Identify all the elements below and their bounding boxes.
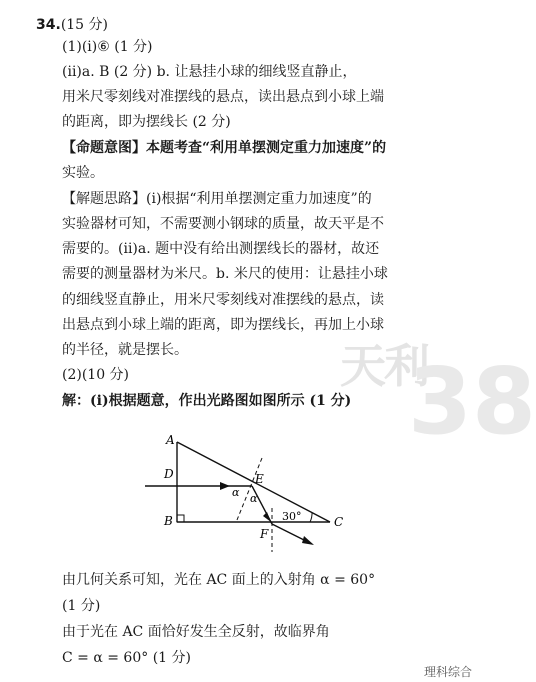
question-score: (15 分) (60, 17, 109, 33)
side-AC (177, 442, 330, 522)
page-footer: 理科综合 (423, 665, 472, 679)
analysis-line-1: 【解题思路】(ⅰ)根据“利用单摆测定重力加速度”的 (62, 191, 372, 207)
label-E: E (255, 472, 264, 486)
answer-line-1: (1)(ⅰ)⑥ (1 分) (62, 39, 153, 55)
label-alpha-2: α (250, 492, 258, 505)
angle-arc-30 (310, 512, 312, 522)
analysis-line-5: 的细线竖直静止，用米尺零刻线对准摆线的悬点，读 (62, 292, 384, 308)
answer-line-3: 用米尺零刻线对准摆线的悬点，读出悬点到小球上端 (62, 89, 384, 105)
normal-at-E (237, 458, 262, 520)
label-angle-30: 30° (282, 510, 302, 523)
conclusion-line-2: (1 分) (62, 598, 101, 614)
conclusion-line-4: C = α = 60° (1 分) (62, 650, 191, 666)
question-number (36, 14, 108, 34)
part2-header: (2)(10 分) (62, 367, 130, 383)
answer-line-4: 的距离，即为摆线长 (2 分) (62, 114, 231, 130)
incident-arrow (220, 482, 230, 490)
label-alpha-1: α (232, 486, 240, 499)
refracted-arrow (302, 536, 314, 545)
label-D: D (164, 467, 174, 481)
label-B: B (164, 514, 173, 528)
analysis-line-2: 实验器材可知，不需要测小钢球的质量，故天平是不 (62, 216, 384, 232)
conclusion-line-3: 由于光在 AC 面恰好发生全反射，故临界角 (62, 624, 330, 640)
reflected-arrow (263, 512, 271, 522)
right-angle-mark (177, 515, 184, 522)
analysis-line-4: 需要的测量器材为米尺。b. 米尺的使用：让悬挂小球 (62, 266, 388, 282)
cut-off-top-line (60, 0, 380, 4)
solution-line: 解：(ⅰ)根据题意，作出光路图如图所示 (1 分) (62, 393, 352, 409)
question-number-text: 34. (36, 17, 61, 33)
answer-line-2: (ⅱ)a. B (2 分) b. 让悬挂小球的细线竖直静止， (62, 64, 357, 80)
label-A: A (166, 433, 175, 447)
label-F: F (260, 527, 269, 541)
analysis-line-3: 需要的。(ⅱ)a. 题中没有给出测摆线长的器材，故还 (62, 241, 380, 257)
light-path-figure (140, 428, 360, 558)
watermark-number: 38 (408, 348, 536, 455)
intent-line-2: 实验。 (62, 165, 104, 181)
label-C: C (334, 515, 344, 529)
analysis-line-7: 的半径，就是摆长。 (62, 342, 188, 358)
intent-line-1: 【命题意图】本题考查“利用单摆测定重力加速度”的 (62, 140, 387, 156)
analysis-line-6: 出悬点到小球上端的距离，即为摆线长，再加上小球 (62, 317, 384, 333)
conclusion-line-1: 由几何关系可知，光在 AC 面上的入射角 α = 60° (62, 572, 376, 588)
watermark-text: 天利 (340, 339, 428, 393)
